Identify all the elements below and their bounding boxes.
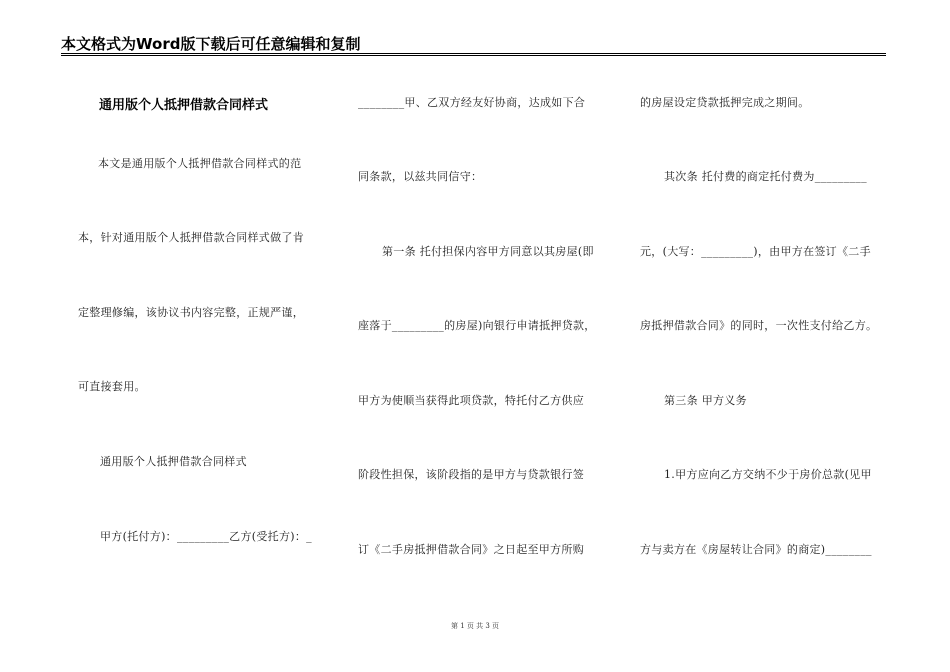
left-line-3: 定整理修编，该协议书内容完整，正规严谨，: [78, 306, 304, 319]
header-rule-bottom: [61, 55, 886, 56]
middle-line-5: 甲方为使顺当获得此项贷款，特托付乙方供应: [358, 394, 584, 407]
middle-line-4: 座落于_________的房屋)向银行申请抵押贷款，: [358, 319, 596, 332]
right-line-4: 房抵押借款合同》的同时，一次性支付给乙方。: [640, 319, 878, 332]
document-title: 通用版个人抵押借款合同样式: [99, 98, 269, 113]
left-line-4: 可直接套用。: [78, 380, 146, 393]
middle-line-7: 订《二手房抵押借款合同》之日起至甲方所购: [358, 543, 584, 556]
right-line-6: 1.甲方应向乙方交纳不少于房价总款(见甲: [664, 468, 872, 481]
right-line-1: 的房屋设定贷款抵押完成之期间。: [640, 96, 810, 109]
header-rule-top: [61, 53, 886, 54]
middle-line-1: ________甲、乙双方经友好协商，达成如下合: [358, 96, 586, 109]
left-line-6: 甲方(托付方)：_________乙方(受托方)：_: [100, 530, 312, 543]
document-header: 本文格式为Word版下载后可任意编辑和复制: [61, 35, 361, 53]
middle-line-6: 阶段性担保，该阶段指的是甲方与贷款银行签: [358, 468, 584, 481]
left-line-1: 本文是通用版个人抵押借款合同样式的范: [98, 157, 302, 170]
middle-line-2: 同条款，以兹共同信守：: [358, 170, 483, 183]
right-line-7: 方与卖方在《房屋转让合同》的商定)________: [640, 543, 872, 556]
left-line-5: 通用版个人抵押借款合同样式: [100, 455, 247, 468]
right-line-2: 其次条 托付费的商定托付费为_________: [664, 170, 867, 183]
left-line-2: 本，针对通用版个人抵押借款合同样式做了肯: [78, 231, 304, 244]
right-line-5: 第三条 甲方义务: [664, 394, 747, 407]
page-number: 第 1 页 共 3 页: [450, 622, 500, 630]
middle-line-3: 第一条 托付担保内容甲方同意以其房屋(即: [382, 245, 594, 258]
right-line-3: 元，(大写：_________)，由甲方在签订《二手: [640, 245, 871, 258]
